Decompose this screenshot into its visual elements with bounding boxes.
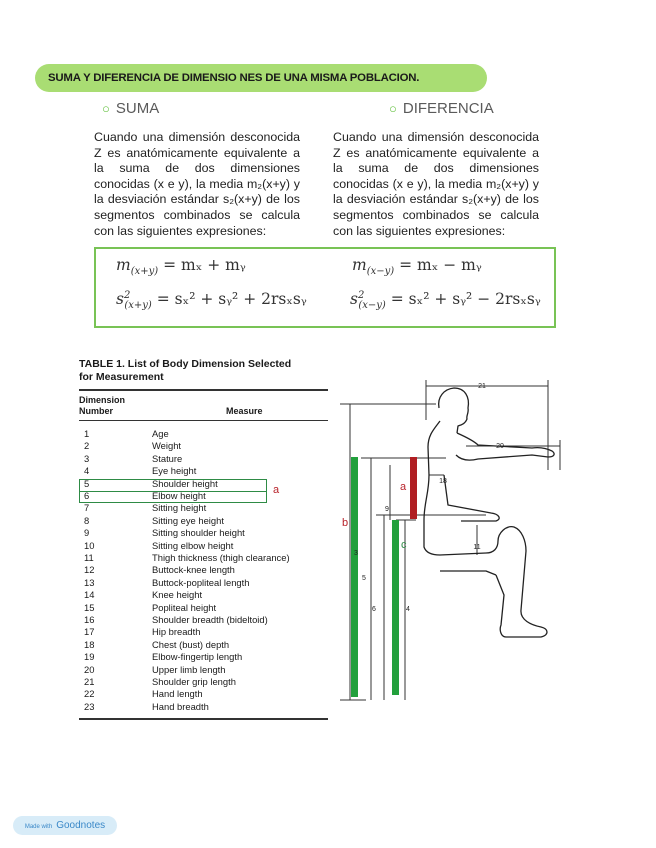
paragraph-line: con las siguientes expresiones:	[333, 223, 506, 238]
label-11: 11	[473, 544, 481, 551]
row-measure: Popliteal height	[152, 601, 217, 613]
row-measure: Elbow height	[152, 490, 206, 501]
dimension-lines	[340, 380, 560, 700]
suma-paragraph	[94, 130, 300, 239]
label-6: 6	[372, 606, 376, 613]
label-3: 3	[354, 550, 358, 557]
row-number: 3	[84, 452, 90, 464]
suma-heading	[102, 100, 159, 117]
badge-prefix: Made with	[24, 824, 53, 830]
row-number: 22	[84, 688, 95, 700]
row-number: 14	[84, 589, 95, 601]
bar-green-b	[351, 457, 358, 697]
row-number: 16	[84, 614, 95, 625]
bar-red-a	[410, 457, 417, 519]
highlight-elbow-height	[79, 491, 267, 503]
paragraph-line: Z es anatómicamente equivalente a	[94, 145, 300, 160]
row-number: 17	[84, 626, 95, 638]
row-measure: Weight	[152, 440, 182, 452]
annotation-a-figure: a	[400, 481, 407, 493]
row-number: 7	[84, 502, 90, 514]
row-number: 1	[84, 428, 90, 439]
row-measure: Hand breadth	[152, 700, 209, 712]
row-number: 6	[84, 490, 90, 501]
badge-brand: Goodnotes	[56, 820, 106, 831]
row-number: 2	[84, 440, 90, 452]
row-measure: Buttock-popliteal length	[152, 576, 250, 588]
row-measure: Chest (bust) depth	[152, 638, 230, 650]
row-measure: Thigh thickness (thigh clearance)	[152, 552, 290, 563]
annotation-c-figure: c	[401, 539, 407, 551]
row-measure: Elbow-fingertip length	[152, 651, 243, 663]
column-header-measure: Measure	[226, 406, 263, 416]
paragraph-line: con las siguientes expresiones:	[94, 223, 267, 238]
row-measure: Shoulder grip length	[152, 676, 236, 687]
paragraph-line: segmentos combinados se calcula	[94, 207, 300, 222]
row-number: 19	[84, 651, 95, 663]
row-number: 5	[84, 477, 90, 489]
row-number: 12	[84, 564, 95, 576]
row-measure: Upper limb length	[152, 663, 226, 675]
annotation-b-figure: b	[342, 517, 349, 529]
row-number: 23	[84, 700, 95, 712]
anthropometric-figure	[336, 375, 581, 710]
row-measure: Shoulder breadth (bideltoid)	[152, 614, 268, 625]
row-number: 10	[84, 539, 95, 551]
formula-mean-sum: $m_{(x+y)} = m_x$ + mᵧ	[116, 256, 246, 278]
row-measure: Age	[152, 428, 169, 439]
label-9: 9	[385, 506, 389, 513]
table-title-line: for Measurement	[79, 371, 164, 383]
row-number: 13	[84, 576, 95, 588]
diferencia-heading	[389, 100, 494, 117]
paragraph-line: la suma de dos dimensiones	[333, 161, 539, 176]
row-number: 4	[84, 465, 90, 477]
label-21: 21	[478, 383, 486, 390]
table-top-rule	[79, 389, 328, 391]
formula-sd-diff: $s^2_{(x-y)} = s_x^2$ + sᵧ² − 2rsₓsᵧ	[350, 290, 541, 312]
table-header-rule	[79, 420, 328, 421]
row-measure: Sitting elbow height	[152, 539, 234, 551]
paragraph-line: segmentos combinados se calcula	[333, 207, 539, 222]
row-number: 18	[84, 638, 95, 650]
bar-green-c	[392, 520, 399, 695]
row-measure: Hand length	[152, 688, 203, 700]
row-measure: Buttock-knee length	[152, 564, 235, 576]
goodnotes-badge[interactable]	[13, 816, 117, 835]
paragraph-line: Z es anatómicamente equivalente a	[333, 145, 539, 160]
diferencia-paragraph	[333, 130, 539, 239]
row-measure: Shoulder height	[152, 477, 218, 489]
row-number: 8	[84, 514, 90, 526]
label-5: 5	[362, 575, 366, 582]
table-title	[79, 358, 291, 384]
paragraph-line: la suma de dos dimensiones	[94, 161, 300, 176]
row-measure: Sitting shoulder height	[152, 527, 245, 539]
suma-heading-text: SUMA	[115, 100, 160, 117]
bullet-circle-icon: ○	[389, 101, 397, 116]
formula-sd-sum: $s^2_{(x+y)} = s_x^2$ + sᵧ² + 2rsₓsᵧ	[116, 290, 307, 312]
row-measure: Sitting eye height	[152, 514, 224, 526]
seated-person-outline	[424, 388, 554, 637]
bullet-circle-icon: ○	[102, 101, 110, 116]
row-measure: Hip breadth	[152, 626, 201, 638]
diferencia-heading-text: DIFERENCIA	[402, 100, 494, 117]
row-measure: Sitting height	[152, 502, 207, 514]
label-18: 18	[439, 478, 447, 485]
figure-labels	[354, 383, 504, 613]
label-20: 20	[496, 443, 504, 450]
paragraph-line: la desviación estándar s₂(x+y) de los	[333, 192, 539, 207]
paragraph-line: la desviación estándar s₂(x+y) de los	[94, 192, 300, 207]
paragraph-line: Cuando una dimensión desconocida	[333, 130, 539, 144]
row-number: 20	[84, 663, 95, 675]
row-measure: Eye height	[152, 465, 197, 477]
paragraph-line: Cuando una dimensión desconocida	[94, 130, 300, 144]
formula-mean-diff: $m_{(x-y)} = m_x$ − mᵧ	[352, 256, 482, 278]
label-4: 4	[406, 606, 410, 613]
table-bottom-rule	[79, 718, 328, 720]
row-number: 15	[84, 601, 95, 613]
row-measure: Stature	[152, 452, 183, 464]
paragraph-line: conocidas (x e y), la media m₂(x+y) y	[94, 176, 300, 191]
row-number: 11	[84, 552, 94, 563]
row-number: 9	[84, 527, 90, 539]
row-number: 21	[84, 676, 95, 687]
paragraph-line: conocidas (x e y), la media m₂(x+y) y	[333, 176, 539, 191]
column-header-dimension: Dimension Number	[79, 395, 126, 416]
table-title-line: TABLE 1. List of Body Dimension Selected	[79, 358, 292, 370]
page-title: SUMA Y DIFERENCIA DE DIMENSIO NES DE UNA MISMA POBLACION.	[35, 64, 487, 92]
row-measure: Knee height	[152, 589, 203, 601]
annotation-a-table: a	[273, 484, 280, 496]
